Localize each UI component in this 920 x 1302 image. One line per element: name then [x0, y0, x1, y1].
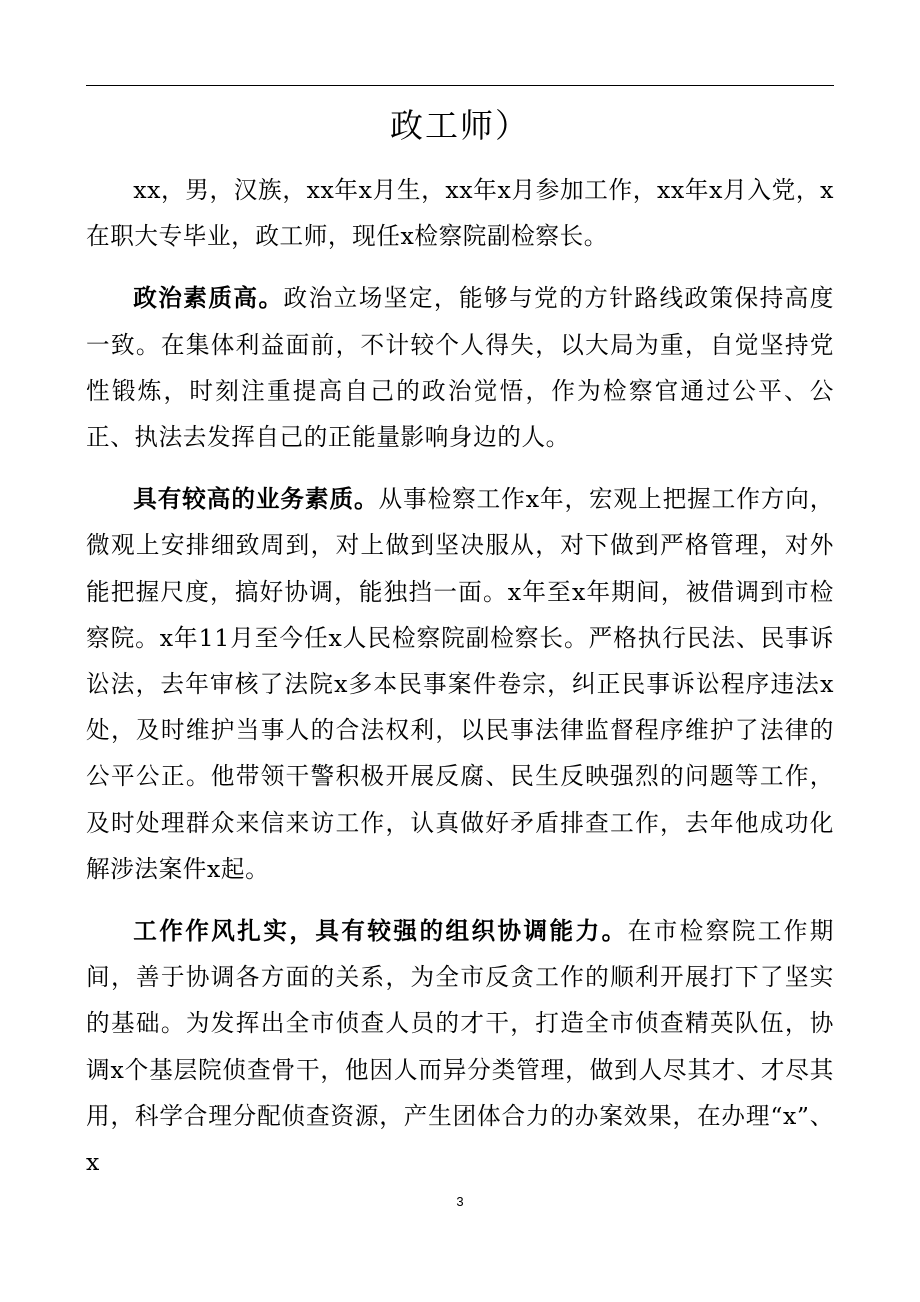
paragraph-work-style — [86, 908, 834, 1185]
paragraph-text: 政治立场坚定，能够与党的方针路线政策保持高度一致。在集体利益面前，不计较个人得失，以大局为重，自觉坚持党性锻炼，时刻注重提高自己的政治觉悟，作为检察官通过公平、公正、执法去发挥自己的正能量影响身边的人。 — [86, 284, 834, 452]
paragraph-text: 在市检察院工作期间，善于协调各方面的关系，为全市反贪工作的顺利开展打下了坚实的基础。为发挥出全市侦查人员的才干，打造全市侦查精英队伍，协调x个基层院侦查骨干，他因人而异分类管理，做到人尽其才、才尽其用，科学合理分配侦查资源，产生团体合力的办案效果，在办理“x”、x — [86, 917, 834, 1177]
paragraph-professional-quality — [86, 476, 834, 892]
paragraph-lead: 政治素质高。 — [133, 284, 284, 313]
paragraph-political-quality — [86, 275, 834, 460]
page-heading: 政工师） — [390, 106, 530, 145]
document-body — [86, 167, 834, 1185]
header-rule — [86, 85, 834, 86]
paragraph-text: 从事检察工作x年，宏观上把握工作方向，微观上安排细致周到，对上做到坚决服从，对下做到严格管理，对外能把握尺度，搞好协调，能独挡一面。x年至x年期间，被借调到市检察院。x年11月至今任x人民检察院副检察长。严格执行民法、民事诉讼法，去年审核了法院x多本民事案件卷宗，纠正民事诉讼程序违法x处，及时维护当事人的合法权利，以民事法律监督程序维护了法律的公平公正。他带领干警积极开展反腐、民生反映强烈的问题等工作，及时处理群众来信来访工作，认真做好矛盾排查工作，去年他成功化解涉法案件x起。 — [86, 485, 834, 883]
paragraph-intro — [86, 167, 834, 259]
paragraph-lead: 工作作风扎实，具有较强的组织协调能力。 — [133, 917, 628, 946]
page-number: 3 — [456, 1194, 464, 1209]
paragraph-text: xx，男，汉族，xx年x月生，xx年x月参加工作，xx年x月入党，x在职大专毕业，政工师，现任x检察院副检察长。 — [86, 176, 834, 251]
paragraph-lead: 具有较高的业务素质。 — [133, 485, 379, 514]
